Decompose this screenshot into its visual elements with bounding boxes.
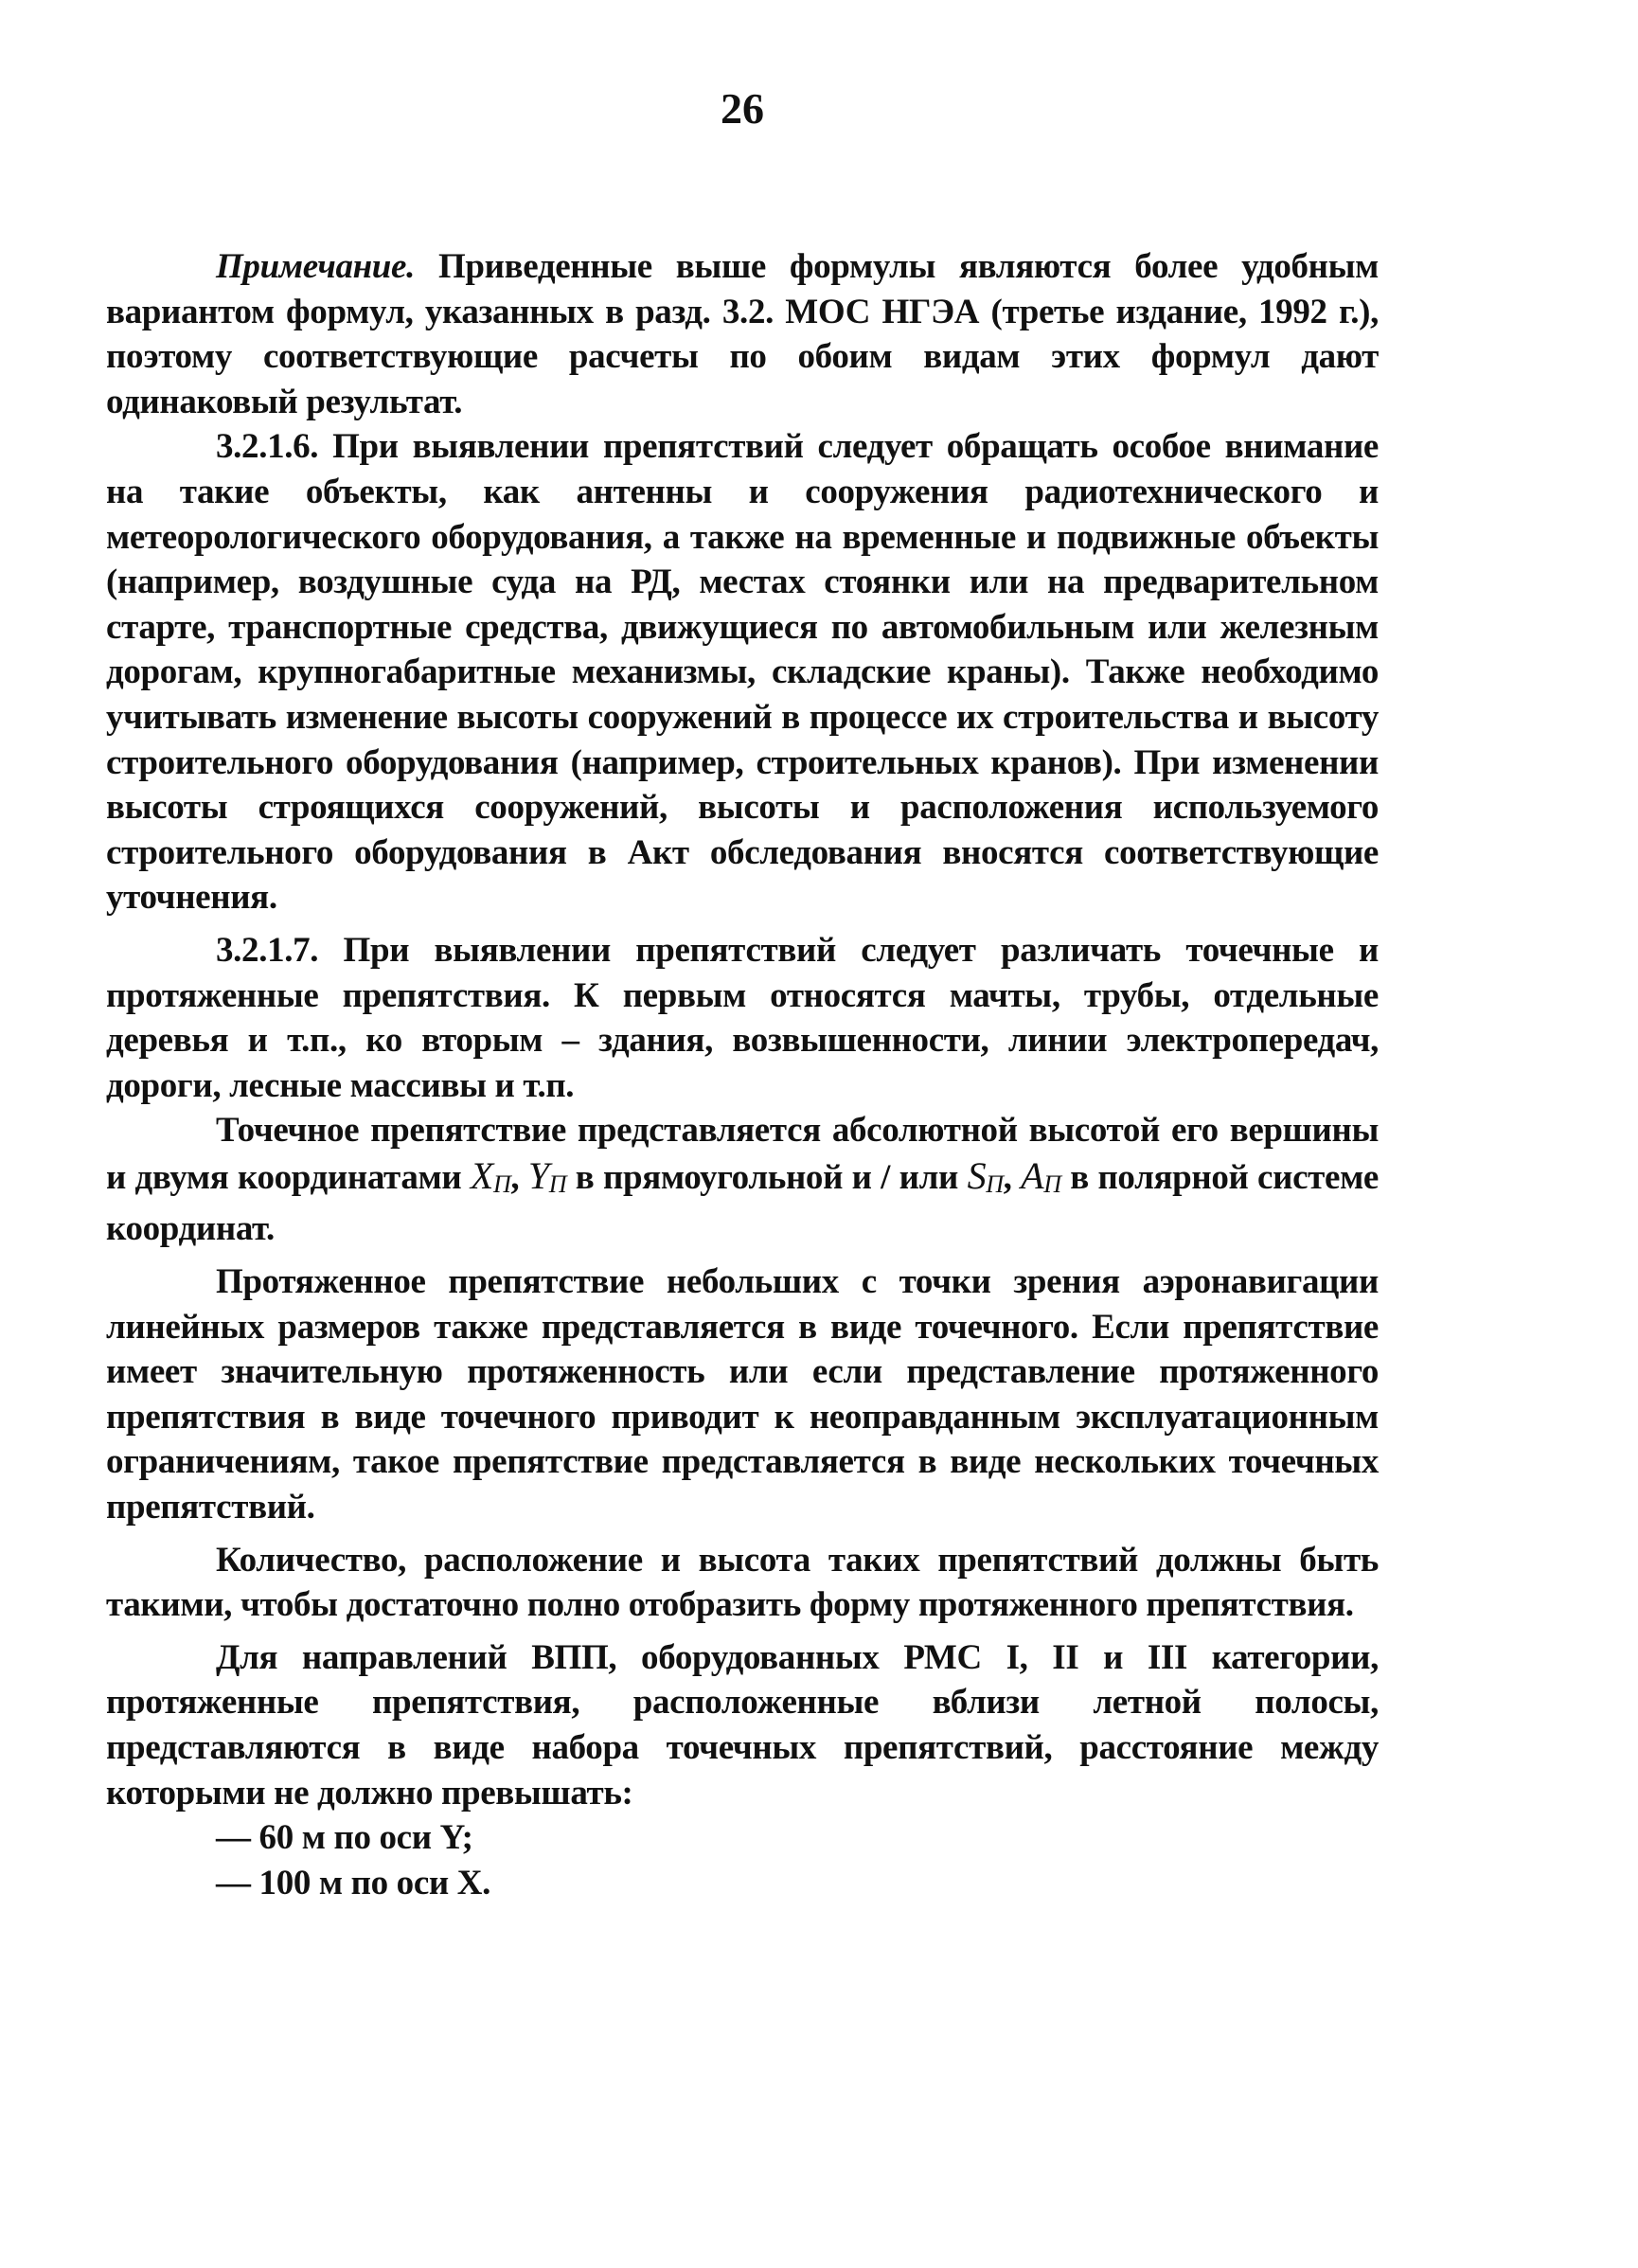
distance-limits-list (106, 1815, 1379, 1905)
a-symbol-subscript: П (1043, 1170, 1061, 1198)
note-label: Примечание. (216, 247, 416, 286)
paragraph-gap (106, 1530, 1379, 1538)
paragraph-3-2-1-6: 3.2.1.6. При выявлении препятствий следует обращать особое внимание на такие объекты, как антенны и сооружения радиотехнического и метеорологического оборудования, а также на временные и подвижные объекты (например, воздушные суда на РД, местах стоянки или на предварительном старте, транспортные средства, движущиеся по автомобильным или железным дорогам, крупногабаритные механизмы, складские краны). Также необходимо учитывать изменение высоты сооружений в процессе их строительства и высоту строительного оборудования (например, строительных кранов). При изменении высоты строящихся сооружений, высоты и расположения используемого строительного оборудования в Акт обследования вносятся соответствующие уточнения. (106, 427, 1379, 918)
symbol-separator: , (1003, 1157, 1022, 1197)
page-number: 26 (721, 84, 764, 133)
symbol-separator: , (510, 1157, 528, 1197)
x-coordinate-symbol (471, 1154, 511, 1197)
point-obstacle-text-before: Точечное препятствие представляется абсолютной высотой его вершины и двумя координатами (106, 1111, 1379, 1197)
s-symbol-subscript: П (986, 1170, 1004, 1198)
y-coordinate-symbol (528, 1154, 566, 1197)
point-obstacle-text-after: в полярной системе координат. (106, 1157, 1379, 1249)
extended-obstacle-paragraph: Протяженное препятствие небольших с точки зрения аэронавигации линейных размеров также представляется в виде точечного. Если препятствие имеет значительную протяженность или если представление протяженного препятствия в виде точечного приводит к неоправданным эксплуатационным ограничениям, такое препятствие представляется в виде нескольких точечных препятствий. (106, 1262, 1379, 1527)
note-paragraph (106, 244, 1379, 424)
x-symbol-subscript: П (492, 1170, 511, 1198)
a-coordinate-symbol (1021, 1154, 1061, 1197)
paragraph-gap (106, 1628, 1379, 1635)
list-item: — 60 м по оси Y; (216, 1818, 473, 1858)
paragraph-gap (106, 1252, 1379, 1259)
a-symbol-letter: A (1021, 1153, 1044, 1197)
list-item: — 100 м по оси X. (216, 1863, 491, 1902)
y-symbol-subscript: П (548, 1170, 567, 1198)
point-obstacle-text-middle: в прямоугольной и / или (566, 1157, 968, 1197)
document-body (106, 244, 1379, 1905)
x-symbol-letter: X (470, 1153, 493, 1197)
quantity-paragraph: Количество, расположение и высота таких препятствий должны быть такими, чтобы достаточно полно отобразить форму протяженного препятствия. (106, 1540, 1379, 1625)
point-obstacle-paragraph (106, 1108, 1379, 1252)
runway-directions-paragraph: Для направлений ВПП, оборудованных РМС I, II и III категории, протяженные препятствия, расположенные вблизи летной полосы, представляются в виде набора точечных препятствий, расстояние между которыми не должно превышать: (106, 1637, 1379, 1813)
note-text: Приведенные выше формулы являются более удобным вариантом формул, указанных в разд. 3.2. МОС НГЭА (третье издание, 1992 г.), поэтому соответствующие расчеты по обоим видам этих формул дают одинаковый результат. (106, 247, 1379, 421)
s-coordinate-symbol (968, 1154, 1004, 1197)
s-symbol-letter: S (967, 1153, 987, 1197)
paragraph-gap (106, 920, 1379, 928)
y-symbol-letter: Y (527, 1153, 549, 1197)
paragraph-3-2-1-7: 3.2.1.7. При выявлении препятствий следует различать точечные и протяженные препятствия. К первым относятся мачты, трубы, отдельные деревья и т.п., ко вторым – здания, возвышенности, линии электропередач, дороги, лесные массивы и т.п. (106, 930, 1379, 1105)
